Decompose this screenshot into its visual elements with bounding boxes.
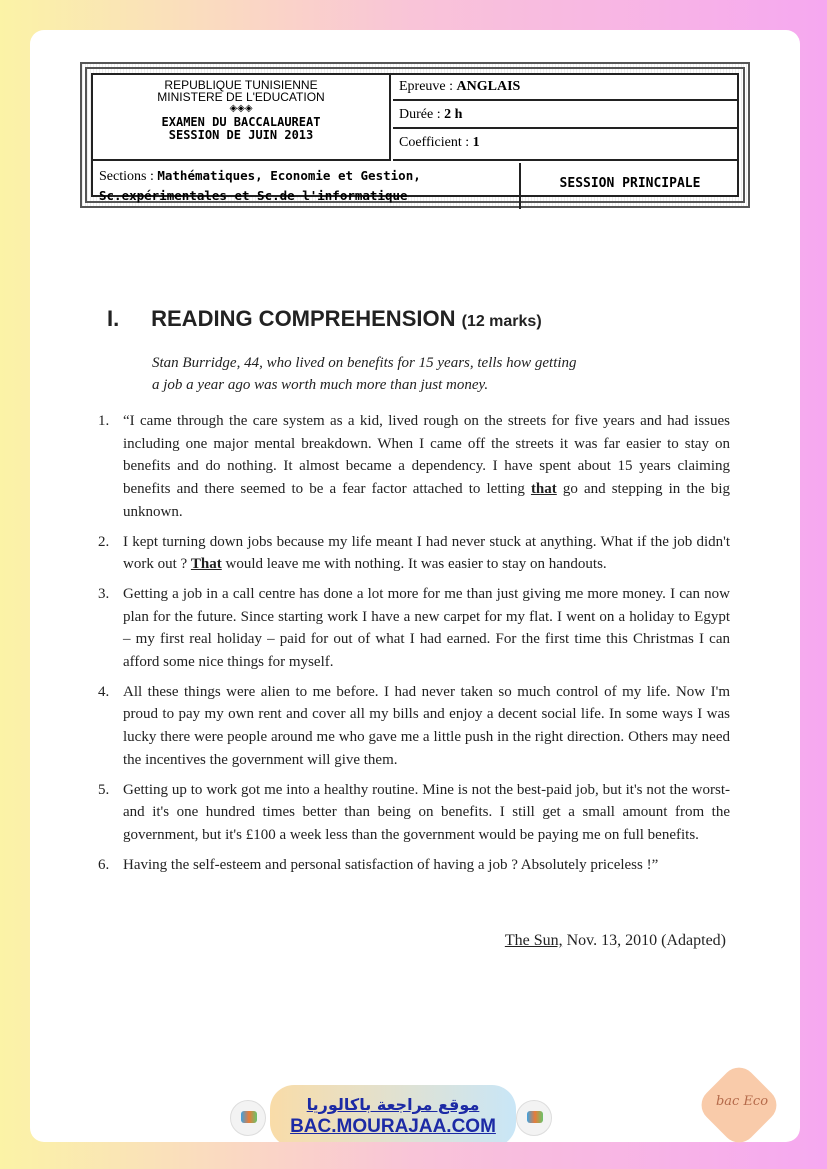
- bac-eco-badge-text: bac Eco: [715, 1094, 769, 1109]
- site-url[interactable]: BAC.MOURAJAA.COM: [290, 1116, 496, 1137]
- paragraph-5: [98, 779, 730, 847]
- highlight-word: that: [530, 481, 557, 498]
- site-logo-icon: [230, 1100, 266, 1136]
- paragraph-number: 2.: [98, 533, 110, 550]
- source-name: The Sun,: [504, 932, 563, 949]
- section-title: [107, 306, 542, 332]
- paragraph-3: [98, 583, 730, 674]
- source-citation: [505, 932, 726, 950]
- coefficient-row: [393, 131, 737, 161]
- paragraph-2: [98, 531, 730, 576]
- site-arabic-name[interactable]: موقع مراجعة باكالوريا: [306, 1095, 480, 1114]
- duree-value: 2 h: [444, 107, 463, 122]
- paragraph-text: Getting up to work got me into a healthy routine. Mine is not the best-paid job, but it's not the worst-and it's one hundred times better than being on benefits. I still get a small amount from the government, but it's £100 a week less than the government would be paying me on full benefits.: [123, 781, 730, 843]
- paragraph-4: [98, 681, 730, 772]
- session-date-text: SESSION DE JUIN 2013: [168, 128, 314, 142]
- paragraph-6: [98, 854, 730, 877]
- highlight-word: That: [190, 556, 222, 573]
- ornament-icon: ◈◈◈: [229, 103, 253, 114]
- reading-text: [98, 410, 730, 883]
- paragraph-number: 4.: [98, 683, 110, 700]
- paragraph-text: All these things were alien to me before. I had never taken so much control of my life. Now I'm proud to pay my own rent and cover all my bills and enjoy a decent social life. In some ways I was lucky there were people around me who gave me a little push in the right direction. Others may need the incentives the government will give them.: [123, 683, 730, 768]
- paragraph-text: would leave me with nothing. It was easier to stay on handouts.: [221, 556, 607, 573]
- paragraph-number: 3.: [98, 585, 110, 602]
- duree-label: Durée :: [399, 107, 441, 122]
- ministry-block: [93, 75, 391, 161]
- section-number: I.: [107, 306, 120, 331]
- paragraph-text: “I came through the care system as a kid, lived rough on the streets for five years and had issues including one major mental breakdown. When I came off the streets it was far easier to stay on benefits and do nothing. It almost became a dependency. I have spent about 15 years claiming benefits and there seemed to be a fear factor attached to letting: [123, 413, 730, 498]
- sections-label: Sections :: [99, 169, 154, 184]
- paragraph-number: 5.: [98, 781, 110, 798]
- intro-line2: a job a year ago was worth much more than just money.: [152, 377, 489, 393]
- ministere-text: MINISTERE DE L'EDUCATION: [157, 90, 325, 104]
- intro-line1: Stan Burridge, 44, who lived on benefits for 15 years, tells how getting: [152, 355, 577, 371]
- site-logo-icon: [516, 1100, 552, 1136]
- paragraph-text: go and stepping in the big unknown.: [123, 481, 730, 520]
- sections-line1: Mathématiques, Economie et Gestion,: [157, 168, 421, 183]
- section-marks: (12 marks): [461, 313, 542, 330]
- section-title-text: READING COMPREHENSION: [151, 306, 456, 331]
- paragraph-number: 6.: [98, 856, 110, 873]
- epreuve-label: Epreuve :: [399, 79, 454, 94]
- paragraph-1: [98, 410, 730, 524]
- intro-text: [152, 352, 652, 396]
- paragraph-text: Having the self-esteem and personal satisfaction of having a job ? Absolutely priceless !”: [123, 856, 659, 873]
- session-type: SESSION PRINCIPALE: [559, 176, 701, 191]
- sections-block: [93, 163, 521, 209]
- paragraph-text: I kept turning down jobs because my life meant I had never stuck at anything. What if the job didn't work out ?: [123, 533, 730, 573]
- epreuve-value: ANGLAIS: [456, 79, 521, 94]
- exam-page: [30, 30, 800, 1142]
- paragraph-number: 1.: [98, 413, 110, 429]
- paragraph-text: Getting a job in a call centre has done a lot more for me than just giving me more money. I can now plan for the future. Since starting work I have a new carpet for my flat. I went on a holiday to Egypt – my first real holiday – paid for out of what I had earned. For the first time this Christmas I can afford some nice things for myself.: [123, 585, 730, 671]
- duree-row: [393, 103, 737, 129]
- exam-header: [80, 62, 750, 208]
- sections-line2: Sc.expérimentales et Sc.de l'informatique: [99, 188, 408, 203]
- republique-text: REPUBLIQUE TUNISIENNE: [164, 78, 318, 92]
- site-footer-link[interactable]: [270, 1085, 516, 1142]
- source-rest: Nov. 13, 2010 (Adapted): [562, 932, 726, 949]
- examen-text: EXAMEN DU BACCALAUREAT: [161, 115, 321, 129]
- coefficient-value: 1: [472, 135, 480, 150]
- epreuve-row: [393, 75, 737, 101]
- coefficient-label: Coefficient :: [399, 135, 470, 150]
